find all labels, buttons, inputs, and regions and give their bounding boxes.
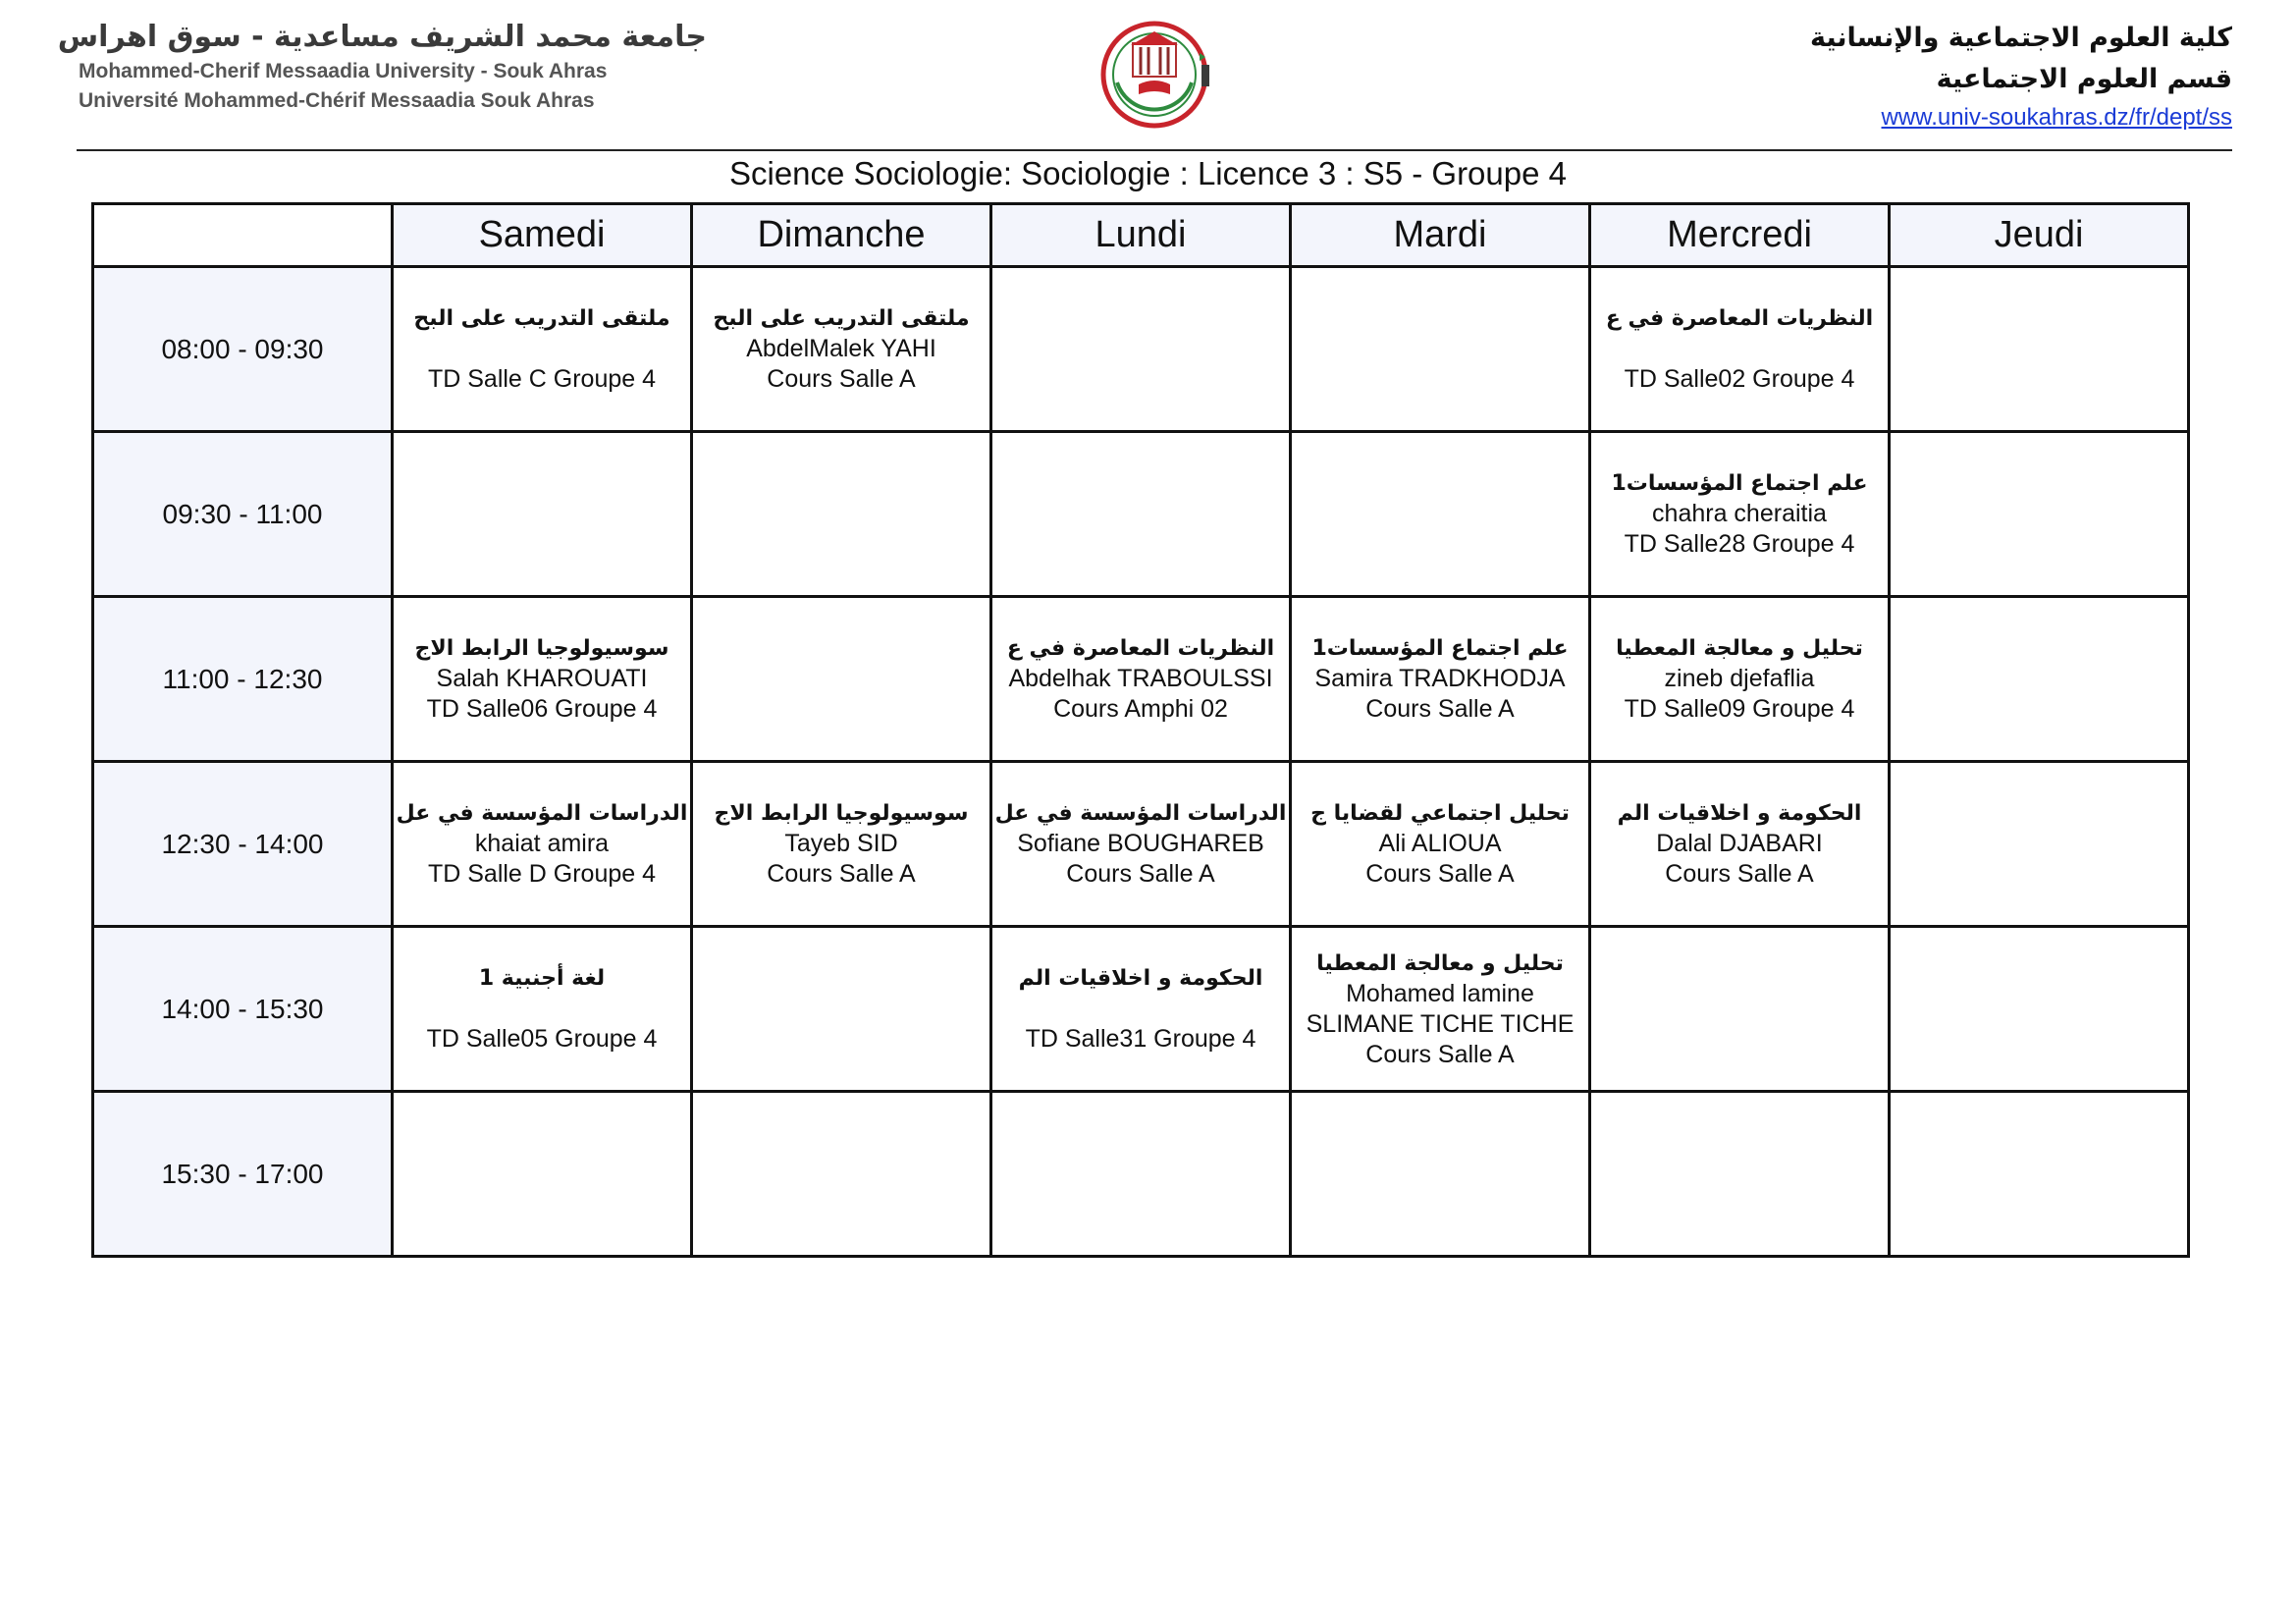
room-group: Cours Salle A	[767, 365, 916, 393]
university-name-english: Mohammed-Cherif Messaadia University - Souk Ahras	[79, 60, 608, 82]
session-cell	[991, 432, 1291, 597]
department-name-arabic: قسم العلوم الاجتماعية	[1936, 64, 2232, 94]
time-slot-label: 11:00 - 12:30	[93, 597, 393, 762]
session-cell	[991, 597, 1291, 762]
session-cell	[1890, 432, 2189, 597]
faculty-block	[1643, 18, 2232, 135]
day-header: Mercredi	[1590, 204, 1890, 267]
teacher-name: Ali ALIOUA	[1378, 830, 1502, 857]
time-slot-row	[93, 597, 2189, 762]
session-content	[394, 633, 690, 725]
time-slot-label: 09:30 - 11:00	[93, 432, 393, 597]
session-cell	[1291, 432, 1590, 597]
day-header: Dimanche	[692, 204, 991, 267]
course-name: سوسيولوجيا الرابط الاج	[414, 636, 669, 661]
day-header: Mardi	[1291, 204, 1590, 267]
session-content	[1591, 633, 1888, 725]
session-cell	[393, 927, 692, 1092]
room-group: TD Salle C Groupe 4	[427, 365, 657, 393]
room-group: Cours Salle A	[1365, 860, 1515, 888]
room-group: TD Salle05 Groupe 4	[426, 1025, 658, 1053]
course-name: النظريات المعاصرة في ع	[1006, 636, 1275, 661]
course-name: سوسيولوجيا الرابط الاج	[714, 801, 969, 826]
schedule-title: Science Sociologie: Sociologie : Licence 3 : S5 - Groupe 4	[728, 155, 1567, 191]
session-cell	[393, 762, 692, 927]
session-cell	[1291, 1092, 1590, 1257]
teacher-name: zineb djefaflia	[1664, 665, 1815, 692]
session-cell	[1590, 597, 1890, 762]
session-cell	[991, 762, 1291, 927]
teacher-name: Tayeb SID	[784, 830, 898, 857]
session-cell	[692, 1092, 991, 1257]
course-name: الحكومة و اخلاقيات الم	[1018, 966, 1263, 991]
time-slot-label: 12:30 - 14:00	[93, 762, 393, 927]
session-cell	[1590, 927, 1890, 1092]
room-group: TD Salle D Groupe 4	[427, 860, 657, 888]
session-cell	[1890, 762, 2189, 927]
session-cell	[1291, 267, 1590, 432]
page-header	[57, 0, 2232, 151]
session-cell	[692, 597, 991, 762]
session-content	[992, 633, 1289, 725]
time-slot-row	[93, 927, 2189, 1092]
teacher-name: Sofiane BOUGHAREB	[1017, 830, 1264, 857]
teacher-name: Abdelhak TRABOULSSI	[1008, 665, 1273, 692]
session-cell	[393, 432, 692, 597]
room-group: TD Salle02 Groupe 4	[1624, 365, 1855, 393]
session-content	[1591, 303, 1888, 395]
session-cell	[692, 432, 991, 597]
university-seal-icon	[1097, 14, 1225, 132]
timetable	[91, 202, 2190, 1258]
session-cell	[1590, 762, 1890, 927]
course-name: علم اجتماع المؤسسات1	[1311, 636, 1569, 661]
time-slot-row	[93, 267, 2189, 432]
course-name: علم اجتماع المؤسسات1	[1611, 471, 1868, 496]
university-name-french: Université Mohammed-Chérif Messaadia Souk Ahras	[79, 89, 595, 112]
session-cell	[1590, 432, 1890, 597]
session-cell	[692, 267, 991, 432]
session-cell	[1291, 762, 1590, 927]
session-cell	[991, 927, 1291, 1092]
session-cell	[393, 267, 692, 432]
room-group: Cours Salle A	[1665, 860, 1814, 888]
day-header: Samedi	[393, 204, 692, 267]
session-content	[394, 963, 690, 1055]
teacher-name: khaiat amira	[474, 830, 610, 857]
course-name: لغة أجنبية 1	[478, 966, 606, 991]
session-cell	[1590, 1092, 1890, 1257]
department-link[interactable]: www.univ-soukahras.dz/fr/dept/ss	[1881, 104, 2232, 131]
session-cell	[393, 1092, 692, 1257]
time-slot-label: 15:30 - 17:00	[93, 1092, 393, 1257]
teacher-name: chahra cheraitia	[1652, 500, 1827, 527]
day-header: Jeudi	[1890, 204, 2189, 267]
course-name: تحليل اجتماعي لقضايا ج	[1310, 801, 1570, 826]
teacher-name: Salah KHAROUATI	[436, 665, 648, 692]
session-content	[1292, 633, 1588, 725]
session-cell	[1291, 927, 1590, 1092]
session-content	[1591, 798, 1888, 890]
session-content	[992, 798, 1289, 890]
session-content	[394, 303, 690, 395]
university-name-block	[57, 18, 707, 116]
room-group: Cours Salle A	[1365, 695, 1515, 723]
university-name-arabic: جامعة محمد الشريف مساعدية - سوق اهراس	[57, 20, 707, 54]
room-group: TD Salle31 Groupe 4	[1025, 1025, 1256, 1053]
course-name: ملتقى التدريب على البح	[713, 306, 970, 331]
course-name: الدراسات المؤسسة في عل	[396, 801, 688, 826]
teacher-name: Samira TRADKHODJA	[1314, 665, 1566, 692]
session-cell	[1890, 267, 2189, 432]
session-cell	[991, 1092, 1291, 1257]
session-cell	[393, 597, 692, 762]
course-name: تحليل و معالجة المعطيا	[1316, 950, 1564, 976]
room-group: TD Salle28 Groupe 4	[1624, 530, 1855, 558]
room-group: TD Salle06 Groupe 4	[426, 695, 658, 723]
time-slot-row	[93, 432, 2189, 597]
session-content	[693, 303, 989, 395]
course-name: الحكومة و اخلاقيات الم	[1617, 801, 1862, 826]
room-group: Cours Amphi 02	[1053, 695, 1228, 723]
session-cell	[991, 267, 1291, 432]
time-slot-label: 14:00 - 15:30	[93, 927, 393, 1092]
session-cell	[692, 762, 991, 927]
day-header: Lundi	[991, 204, 1291, 267]
room-group: Cours Salle A	[767, 860, 916, 888]
session-cell	[1890, 597, 2189, 762]
session-content	[992, 963, 1289, 1055]
session-cell	[1890, 927, 2189, 1092]
day-header-row	[93, 204, 2189, 267]
session-content	[1292, 948, 1588, 1070]
time-slot-label: 08:00 - 09:30	[93, 267, 393, 432]
teacher-name: Mohamed lamine SLIMANE TICHE TICHE	[1306, 979, 1575, 1038]
course-name: ملتقى التدريب على البح	[413, 306, 670, 331]
session-cell	[1590, 267, 1890, 432]
time-slot-row	[93, 762, 2189, 927]
session-content	[1292, 798, 1588, 890]
session-content	[693, 798, 989, 890]
session-cell	[1890, 1092, 2189, 1257]
faculty-name-arabic: كلية العلوم الاجتماعية والإنسانية	[1809, 23, 2232, 53]
room-group: Cours Salle A	[1365, 1040, 1515, 1068]
session-cell	[692, 927, 991, 1092]
session-cell	[1291, 597, 1590, 762]
teacher-name: AbdelMalek YAHI	[746, 335, 936, 362]
room-group: Cours Salle A	[1066, 860, 1215, 888]
room-group: TD Salle09 Groupe 4	[1624, 695, 1855, 723]
session-content	[394, 798, 690, 890]
teacher-name: Dalal DJABARI	[1656, 830, 1823, 857]
course-name: الدراسات المؤسسة في عل	[994, 801, 1287, 826]
course-name: تحليل و معالجة المعطيا	[1616, 636, 1863, 661]
session-content	[1591, 468, 1888, 560]
time-slot-row	[93, 1092, 2189, 1257]
course-name: النظريات المعاصرة في ع	[1605, 306, 1874, 331]
corner-cell	[93, 204, 393, 267]
